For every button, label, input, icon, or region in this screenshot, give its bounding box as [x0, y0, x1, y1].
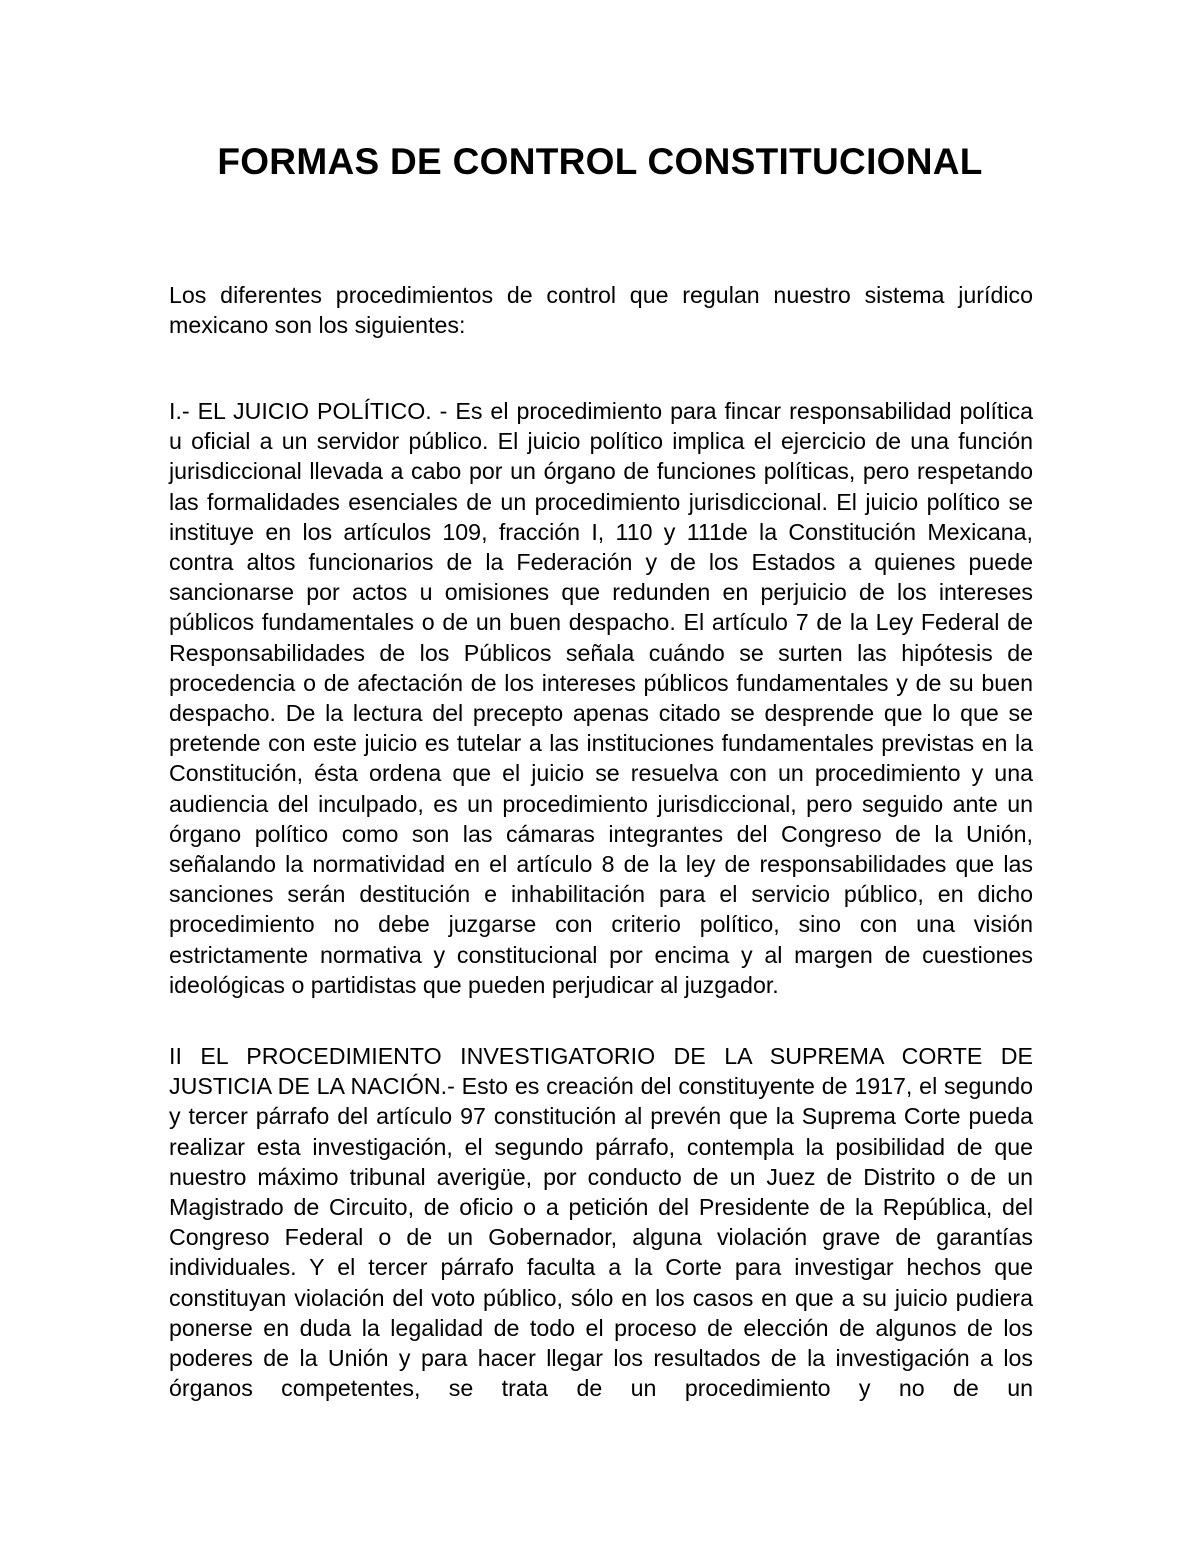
- juicio-politico-paragraph: I.- EL JUICIO POLÍTICO. - Es el procedimiento para fincar responsabilidad política u oficial a un servidor público. El juicio político implica el ejercicio de una función jurisdiccional llevada a cabo por un órgano de funciones políticas, pero respetando las formalidades esenciales de un procedimiento jurisdiccional. El juicio político se instituye en los artículos 109, fracción I, 110 y 111de la Constitución Mexicana, contra altos funcionarios de la Federación y de los Estados a quienes puede sancionarse por actos u omisiones que redunden en perjuicio de los intereses públicos fundamentales o de un buen despacho. El artículo 7 de la Ley Federal de Responsabilidades de los Públicos señala cuándo se surten las hipótesis de procedencia o de afectación de los intereses públicos fundamentales y de su buen despacho. De la lectura del precepto apenas citado se desprende que lo que se pretende con este juicio es tutelar a las instituciones fundamentales previstas en la Constitución, ésta ordena que el juicio se resuelva con un procedimiento y una audiencia del inculpado, es un procedimiento jurisdiccional, pero seguido ante un órgano político como son las cámaras integrantes del Congreso de la Unión, señalando la normatividad en el artículo 8 de la ley de responsabilidades que las sanciones serán destitución e inhabilitación para el servicio público, en dicho procedimiento no debe juzgarse con criterio político, sino con una visión estrictamente normativa y constitucional por encima y al margen de cuestiones ideológicas o partidistas que pueden perjudicar al juzgador.: [169, 398, 1033, 998]
- intro-paragraph: Los diferentes procedimientos de control que regulan nuestro sistema jurídico mexicano son los siguientes:: [169, 282, 1033, 339]
- procedimiento-investigatorio-paragraph: II EL PROCEDIMIENTO INVESTIGATORIO DE LA SUPREMA CORTE DE JUSTICIA DE LA NACIÓN.- Esto es creación del constituyente de 1917, el segundo y tercer párrafo del artículo 97 constitución al prevén que la Suprema Corte pueda realizar esta investigación, el segundo párrafo, contempla la posibilidad de que nuestro máximo tribunal averigüe, por conducto de un Juez de Distrito o de un Magistrado de Circuito, de oficio o a petición del Presidente de la República, del Congreso Federal o de un Gobernador, alguna violación grave de garantías individuales. Y el tercer párrafo faculta a la Corte para investigar hechos que constituyan violación del voto público, sólo en los casos en que a su juicio pudiera ponerse en duda la legalidad de todo el proceso de elección de algunos de los poderes de la Unión y para hacer llegar los resultados de la investigación a los órganos competentes, se trata de un procedimiento y no de un: [169, 1043, 1033, 1402]
- page-title: FORMAS DE CONTROL CONSTITUCIONAL: [217, 141, 983, 182]
